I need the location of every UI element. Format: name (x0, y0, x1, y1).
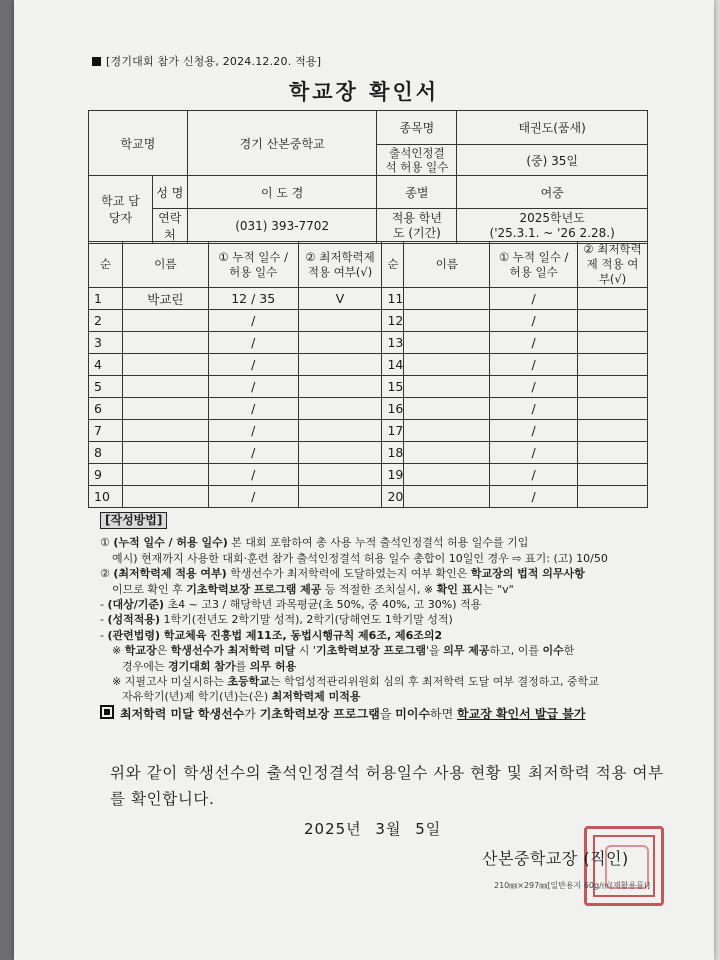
guide-line: 이므로 확인 후 기초학력보장 프로그램 제공 등 적절한 조치실시, ※ 확인 표시는 "v" (112, 582, 514, 596)
gender-value: 여중 (457, 176, 648, 209)
table-row (89, 310, 648, 332)
student-name (404, 464, 490, 486)
square-bullet-icon (92, 57, 101, 66)
year-value: 2025학년도 (519, 211, 585, 225)
min-academic-check (298, 354, 382, 376)
student-name (404, 398, 490, 420)
table-row (89, 398, 648, 420)
name-label: 성 명 (152, 176, 187, 209)
days-used: / (490, 288, 578, 310)
row-number: 6 (89, 398, 123, 420)
table-row (89, 486, 648, 508)
student-name (122, 376, 208, 398)
days-used: / (490, 354, 578, 376)
days-used: / (490, 310, 578, 332)
student-name (122, 442, 208, 464)
guide-line: - (성적적용) 1학기(전년도 2학기말 성적), 2학기(당해연도 1학기말 성적) (100, 613, 453, 627)
min-academic-check (578, 332, 648, 354)
guide-line: 경우에는 경기대회 참가를 의무 허용 (122, 659, 297, 673)
gender-label: 종별 (377, 176, 457, 209)
guide-line: 자유학기(년)제 학기(년)는(은) 최저학력제 미적용 (122, 690, 361, 704)
year-label: 적용 학년도 (기간) (377, 209, 457, 244)
student-name (404, 288, 490, 310)
header-days: ① 누적 일수 / 허용 일수 (490, 242, 578, 288)
min-academic-check (298, 486, 382, 508)
min-academic-check (578, 420, 648, 442)
days-used: / (208, 310, 298, 332)
days-used: / (208, 332, 298, 354)
guide-line: ① (누적 일수 / 허용 일수) 본 대회 포함하여 총 사용 누적 출석인정결석 허용 일수를 기입 (100, 536, 529, 550)
days-used: / (208, 486, 298, 508)
manager-label: 학교 담당자 (89, 176, 153, 244)
row-number: 18 (382, 442, 404, 464)
school-value: 경기 산본중학교 (187, 111, 377, 176)
days-used: / (490, 398, 578, 420)
name-value: 이 도 경 (187, 176, 377, 209)
paper-spec-footer: 210㎜×297㎜[일반용지 60g/㎡(재활용품)] (494, 881, 651, 890)
min-academic-check (298, 398, 382, 420)
document-title: 학교장 확인서 (288, 80, 440, 104)
row-number: 1 (89, 288, 123, 310)
header-no: 순 (89, 242, 123, 288)
header-days: ① 누적 일수 / 허용 일수 (208, 242, 298, 288)
student-name (404, 442, 490, 464)
row-number: 4 (89, 354, 123, 376)
school-info-table (88, 110, 648, 244)
student-name (404, 310, 490, 332)
header-check: ② 최저학력제 적용 여부(√) (578, 242, 648, 288)
min-academic-check: V (298, 288, 382, 310)
row-number: 2 (89, 310, 123, 332)
guide-label: [작성방법] (100, 512, 167, 529)
min-academic-check (578, 442, 648, 464)
table-row (89, 442, 648, 464)
student-roster-table (88, 241, 648, 508)
table-row (89, 420, 648, 442)
days-used: / (208, 376, 298, 398)
guide-line: 예시) 현재까지 사용한 대회·훈련 참가 출석인정결석 허용 일수 총합이 10일인 경우 ⇨ 표기: (고) 10/50 (112, 551, 608, 565)
student-name (404, 332, 490, 354)
student-name (122, 420, 208, 442)
min-academic-check (578, 464, 648, 486)
guide-line: - (대상/기준) 초4 ~ 고3 / 해당학년 과목평균(초 50%, 중 40%, 고 30%) 적용 (100, 598, 482, 612)
days-used: / (490, 420, 578, 442)
min-academic-check (298, 332, 382, 354)
row-number: 20 (382, 486, 404, 508)
min-academic-check (298, 376, 382, 398)
row-number: 3 (89, 332, 123, 354)
contact-label: 연락처 (152, 209, 187, 244)
guide-line: ② (최저학력제 적용 여부) 학생선수가 최저학력에 도달하였는지 여부 확인은 학교장의 법적 의무사항 (100, 567, 585, 581)
header-name: 이름 (404, 242, 490, 288)
header-check: ② 최저학력제 적용 여부(√) (298, 242, 382, 288)
table-row (89, 332, 648, 354)
days-used: / (208, 442, 298, 464)
days-used: / (490, 464, 578, 486)
days-used: / (208, 420, 298, 442)
row-number: 19 (382, 464, 404, 486)
min-academic-check (298, 464, 382, 486)
document-page (14, 0, 714, 960)
absence-value: (중) 35일 (457, 145, 648, 176)
min-academic-check (578, 288, 648, 310)
student-name (122, 464, 208, 486)
row-number: 14 (382, 354, 404, 376)
school-label: 학교명 (89, 111, 188, 176)
student-name (404, 376, 490, 398)
min-academic-check (578, 310, 648, 332)
warning-line: 최저학력 미달 학생선수가 기초학력보장 프로그램을 미이수하면 학교장 확인서 발급 불가 (100, 705, 670, 722)
table-row (89, 354, 648, 376)
row-number: 11 (382, 288, 404, 310)
student-name (122, 310, 208, 332)
min-academic-check (578, 376, 648, 398)
min-academic-check (578, 354, 648, 376)
header-name: 이름 (122, 242, 208, 288)
guide-line: - (관련법령) 학교체육 진흥법 제11조, 동법시행규칙 제6조, 제6조의2 (100, 628, 443, 642)
header-no: 순 (382, 242, 404, 288)
row-number: 16 (382, 398, 404, 420)
confirmation-text: 위와 같이 학생선수의 출석인정결석 허용일수 사용 현황 및 최저학력 적용 여부를 확인합니다. (110, 764, 664, 808)
event-label: 종목명 (377, 111, 457, 145)
row-number: 9 (89, 464, 123, 486)
roster-body (89, 288, 648, 508)
contact-value: (031) 393-7702 (187, 209, 377, 244)
student-name (122, 398, 208, 420)
days-used: / (490, 486, 578, 508)
black-square-icon (100, 705, 114, 719)
table-row (89, 288, 648, 310)
principal-signature: 산본중학교장 (직인) (482, 849, 629, 868)
days-used: / (490, 376, 578, 398)
year-cell (457, 209, 648, 244)
period-value: ('25.3.1. ~ '26 2.28.) (489, 226, 615, 240)
days-used: / (490, 442, 578, 464)
row-number: 8 (89, 442, 123, 464)
days-used: 12 / 35 (208, 288, 298, 310)
min-academic-check (298, 310, 382, 332)
header-note: [경기대회 참가 신청용, 2024.12.20. 적용] (92, 53, 321, 69)
row-number: 13 (382, 332, 404, 354)
row-number: 12 (382, 310, 404, 332)
days-used: / (490, 332, 578, 354)
days-used: / (208, 354, 298, 376)
row-number: 17 (382, 420, 404, 442)
min-academic-check (578, 398, 648, 420)
guide-line: ※ 학교장은 학생선수가 최저학력 미달 시 '기초학력보장 프로그램'을 의무 제공하고, 이를 이수한 (112, 644, 575, 658)
days-used: / (208, 464, 298, 486)
event-value: 태권도(품새) (457, 111, 648, 145)
student-name (404, 354, 490, 376)
row-number: 10 (89, 486, 123, 508)
row-number: 5 (89, 376, 123, 398)
row-number: 15 (382, 376, 404, 398)
guide-line: ※ 지필고사 미실시하는 초등학교는 학업성적관리위원회 심의 후 최저학력 도달 여부 결정하고, 중학교 (112, 675, 599, 689)
student-name (404, 486, 490, 508)
student-name (404, 420, 490, 442)
table-row (89, 464, 648, 486)
days-used: / (208, 398, 298, 420)
issue-date: 2025년 3월 5일 (304, 820, 442, 838)
student-name: 박교린 (122, 288, 208, 310)
row-number: 7 (89, 420, 123, 442)
student-name (122, 332, 208, 354)
min-academic-check (298, 420, 382, 442)
table-row (89, 376, 648, 398)
absence-label: 출석인정결석 허용 일수 (377, 145, 457, 176)
min-academic-check (298, 442, 382, 464)
student-name (122, 354, 208, 376)
writing-guide (100, 512, 670, 722)
student-name (122, 486, 208, 508)
min-academic-check (578, 486, 648, 508)
